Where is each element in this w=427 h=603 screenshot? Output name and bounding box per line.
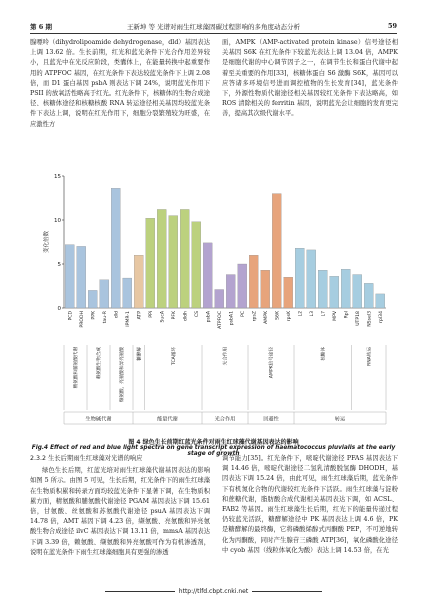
group-label: 能量代谢 <box>157 416 178 423</box>
y-axis-label: 变化倍数 <box>44 230 50 254</box>
x-tick-label: ATP <box>137 311 143 320</box>
figure-caption-cn: 图 4 绿色生长前期红蓝光条件对雨生红球藻代谢基因表达的影响 <box>128 439 299 446</box>
bar <box>226 275 235 308</box>
bar <box>192 222 201 308</box>
x-tick-label: PFK <box>172 311 178 320</box>
x-tick-label: PRODH <box>80 311 86 328</box>
subgroup-label: 糖酵解 <box>137 347 143 361</box>
x-tick-label: UTP18 <box>356 311 362 326</box>
group-label: 生物碱代谢 <box>85 416 112 423</box>
bar <box>376 294 385 308</box>
page-number: 59 <box>387 22 397 30</box>
subgroup-label: 缬氨酸、亮氨酸和异亮氨酸 <box>120 347 126 403</box>
x-tick-label: L2 <box>298 311 304 317</box>
bar <box>146 218 155 308</box>
y-tick-label: 10 <box>54 218 61 224</box>
paragraph: 腺嘌呤（dihydrolipoamide dehydrogenase，dld）基因表达上调 13.62 倍。生长前期，红光和蓝光条件下光合作用差异较小，且蓝光中在光反应阶段，类囊体上，在能量转换中起重要作用的 ATPFOC 基因，在红光条件下表达较蓝光条件下上调 2.08 倍，而 D1 蛋白基因 psbA 则表达下调 24%，说明蓝光作用下 PSII 的放氧活性略高于红光。红光条件下，核糖体的生物合成途径、核糖体途径和核糖核酸 RNA 转运途径相关基因均较蓝光条件下表达上调，说明在红光作用下，细胞分裂繁殖较为旺盛，在应激性方 <box>30 39 210 128</box>
bar-chart <box>40 170 390 435</box>
x-tick-label: S6K <box>275 311 281 320</box>
figure-caption-en: Fig.4 Effect of red and blue light spectra on gene transcript expression of haematococcus pluvialis at the early stage of growth <box>31 445 396 457</box>
x-tick-label: tau-R <box>103 311 109 324</box>
bar <box>100 280 109 308</box>
bar <box>123 278 132 308</box>
x-tick-label: MPV <box>333 311 339 321</box>
section-heading: 2.3.2 生长后期雨生红球藻对光谱的响应 <box>30 455 143 462</box>
bar <box>169 216 178 308</box>
issue-number: 第 6 期 <box>30 23 53 31</box>
bar <box>77 246 86 308</box>
x-tick-label: rpl34 <box>379 311 385 323</box>
bar <box>203 243 212 308</box>
bar <box>341 269 350 308</box>
bar <box>318 270 327 308</box>
footer-rule-right <box>252 591 322 592</box>
paragraph: 调节能力[35]。红光条件下，嘧啶代谢途径 PFAS 基因表达下调 14.46 倍，嘧啶代谢途径二氢乳清酸脱氢酶 DHODH，基因表达下调 15.24 倍，由此可见，雨生红球藻后期，蓝光条件下有机氮化合物的代谢较红光条件下活跃。雨生红球藻与淀粉和蔗糖代谢，脂肪酸合成代谢相关基因表达下调，如 ACSL、FAB2 等基因。雨生红球藻生长后期，红光下的能量传递过程仍较蓝光活跃，糖酵解途径中 PK 基因表达上调 4.6 倍，PK 是糖酵解的最终酶，它将磷酸烯醇式丙酮酸 PEP，不可逆地转化为丙酮酸，同时产生腺苷三磷酸 ATP[36]，氧化磷酸化途径中 cyob 基因（线粒体氧化为酸）表达上调 14.53 倍，在光 <box>222 455 398 554</box>
x-tick-label: PC <box>241 311 247 317</box>
subgroup-label: AMPK信号途径 <box>269 347 275 379</box>
column-top-right <box>222 38 398 120</box>
x-tick-label: PCD <box>68 311 74 321</box>
bar <box>272 194 281 308</box>
y-tick-label: 5 <box>57 262 61 268</box>
x-tick-label: L7 <box>321 311 327 317</box>
x-tick-label: NSsel3 <box>367 311 373 327</box>
page-header <box>30 20 397 32</box>
running-title: 王新坤 等 光谱对雨生红球藻固碳过程影响的多角度动态分析 <box>126 23 301 31</box>
y-tick-label: 0 <box>57 306 61 312</box>
bar <box>238 264 247 308</box>
bar <box>215 290 224 308</box>
x-tick-label: PPK <box>91 311 97 320</box>
x-tick-label: L3 <box>310 311 316 317</box>
header-rule <box>30 33 397 34</box>
x-tick-label: psbA <box>206 311 212 323</box>
bar <box>249 255 258 308</box>
subgroup-label: TCA循环 <box>171 347 177 366</box>
subgroup-label: RNA转运 <box>367 347 373 366</box>
page-footer <box>0 588 427 595</box>
subgroup-label: 赖氨酸生物合成 <box>97 347 103 380</box>
group-label: 光合作用 <box>214 416 236 423</box>
x-tick-label: PPi <box>149 311 155 318</box>
column-bottom-right <box>222 454 398 556</box>
bar <box>157 209 166 308</box>
bar <box>295 248 304 308</box>
x-tick-label: rpsK <box>287 311 293 322</box>
x-tick-label: dld <box>114 311 120 319</box>
bar <box>364 283 373 308</box>
bar <box>65 245 74 308</box>
group-label: 转运 <box>334 416 346 423</box>
bar <box>134 255 143 308</box>
footer-url: http://tlfd.cbpt.cnki.net <box>178 588 249 595</box>
x-tick-label: psbA1 <box>229 311 235 326</box>
bar <box>330 276 339 308</box>
group-label: 回避性 <box>263 416 279 423</box>
bar <box>88 290 97 308</box>
bar <box>180 209 189 308</box>
paragraph: 绿色生长后期，红蓝光培对雨生红球藻代谢基因表达的影响如图 5 所示。由图 5 可见，生长后期，红光条件下的雨生红球藻在生物质积累和转录方面均较蓝光条件下显著下调，在生物质积累方面，精氨酸和脯氨酸代谢途径 PGAM 基因表达下调 15.61 倍，甘氨酸、丝氨酸和苏氨酸代谢途径 psuA 基因表达下调 14.78 倍，AMT 基因下调 4.23 倍，缬氨酸、亮氨酸和异亮氨酸生物合成途径 ilvC 基因表达下调 13.11 倍，mmsA 基因表达下调 3.39 倍，赖氨酸、缬氨酸和异亮氨酸可作为有机渗透剂，说明在蓝光条件下雨生红球藻细胞具有更强的渗透 <box>30 467 210 556</box>
bar <box>353 275 362 308</box>
subgroup-label: 光合作用 <box>223 347 229 366</box>
subgroup-label: 精氨酸和脯氨酸代谢 <box>74 347 80 389</box>
x-tick-label: SucA <box>160 311 166 323</box>
x-tick-label: rpsZ <box>252 311 258 322</box>
y-tick-label: 15 <box>54 174 61 180</box>
bar <box>261 270 270 308</box>
footer-rule-left <box>105 591 175 592</box>
x-tick-label: dldh <box>183 311 189 322</box>
x-tick-label: Rpl <box>344 311 350 319</box>
bar <box>284 277 293 308</box>
bar <box>111 188 120 308</box>
paragraph: 面，AMPK（AMP-activated protein kinase）信号途径相关基因 S6K 在红光条件下较蓝光表达上调 13.04 倍，AMPK 是细胞代谢的中心调节因子之一，在调节生长和蛋白代谢中起着至关重要的作用[33]，核糖体蛋白 S6 激酶 S6K，基因可以应答诸多环境信号进而调控植物的生长发育[34]，蓝光条件下，外源性物质代谢途径相关基因较红光条件下表达略高，如 ROS 清除相关的 ferritin 基因，说明蓝光会让细胞的发育更完善，提高其次级代谢水平。 <box>222 39 398 118</box>
bar <box>307 250 316 308</box>
x-tick-label: CS <box>195 311 201 318</box>
x-tick-label: AMPK <box>264 311 270 324</box>
x-tick-label: IPMR-1 <box>126 311 132 327</box>
x-tick-label: ATPFOC <box>218 311 224 329</box>
column-top-left <box>30 38 210 130</box>
column-bottom-left <box>30 454 210 558</box>
subgroup-label: 核糖体 <box>321 347 327 361</box>
